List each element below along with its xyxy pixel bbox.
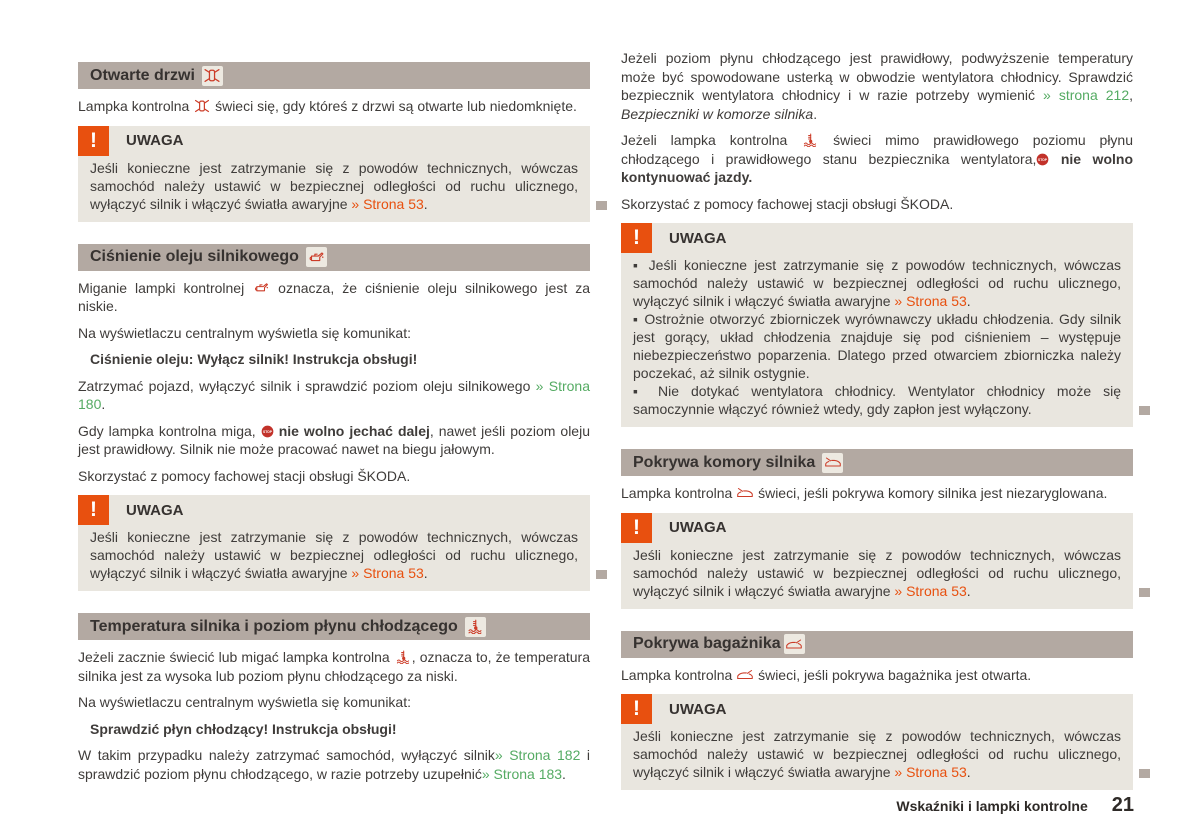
warning-bullet-1 — [621, 256, 1133, 310]
paragraph-stop-check-coolant — [78, 746, 590, 783]
text: Gdy lampka kontrolna miga, — [78, 422, 261, 439]
text: świeci mimo prawidłowego poziomu płynu chłodzącego i prawidłowego stanu bezpiecznika wentylatora, — [621, 132, 1134, 167]
warning-box — [621, 513, 1133, 609]
boot-open-icon — [785, 637, 803, 652]
section-header-oil-pressure — [78, 244, 590, 271]
oil-can-icon — [252, 281, 270, 295]
door-open-warning-icon — [193, 99, 211, 113]
page-link[interactable]: » strona 212 — [1043, 87, 1130, 103]
paragraph-display-message: Na wyświetlaczu centralnym wyświetla się komunikat: — [78, 324, 411, 341]
text: . — [423, 565, 428, 581]
warning-title: UWAGA — [669, 229, 727, 247]
text: . — [966, 582, 971, 599]
text: Jeśli konieczne jest zatrzymanie się z powodów technicznych, wówczas samochód należy ustawić w bezpiecznej odległości od ruchu ulicznego, wyłączyć silnik i włączyć światła awaryjne — [90, 159, 578, 212]
warning-text — [78, 528, 590, 582]
warning-box-coolant — [621, 223, 1133, 427]
end-marker-square — [1139, 406, 1150, 415]
section-header-coolant — [78, 613, 590, 640]
section-header-open-doors — [78, 62, 590, 89]
end-marker-square — [1139, 769, 1150, 778]
text: Jeżeli zacznie świecić lub migać lampka kontrolna — [78, 649, 394, 665]
paragraph-boot — [621, 666, 1133, 685]
section-header-boot — [621, 631, 1133, 658]
end-marker-square — [1139, 588, 1150, 597]
text: Jeśli konieczne jest zatrzymanie się z powodów technicznych, wówczas samochód należy ustawić w bezpiecznej odległości od ruchu ulicznego, wyłączyć silnik i włączyć światła awaryjne — [633, 257, 1121, 309]
warning-text — [621, 727, 1133, 781]
coolant-temperature-icon-tile — [465, 617, 486, 637]
page-link[interactable]: » Strona 53 — [351, 195, 424, 212]
section-title: Pokrywa bagażnika — [633, 635, 781, 652]
warning-title: UWAGA — [669, 519, 727, 536]
page-link[interactable]: » Strona 180 — [78, 377, 590, 412]
stop-sign-icon — [1036, 153, 1049, 166]
boot-open-icon-tile — [784, 634, 805, 654]
coolant-temperature-icon — [801, 133, 819, 147]
exclamation-icon: ! — [78, 126, 109, 156]
warning-title: UWAGA — [669, 700, 727, 718]
text: . — [101, 396, 106, 412]
boot-open-icon — [736, 668, 754, 682]
warning-text — [78, 159, 590, 213]
exclamation-icon: ! — [78, 495, 109, 525]
warning-header — [78, 126, 590, 156]
text: Lampka kontrolna — [621, 666, 737, 683]
paragraph-fan-fuse — [621, 49, 1133, 123]
text: oznacza, że ciśnienie oleju silnikowego jest za niskie. — [78, 279, 590, 314]
paragraph-no-continue — [621, 131, 1133, 187]
door-open-warning-icon — [203, 68, 221, 83]
text: Jeżeli lampka kontrolna — [621, 132, 802, 148]
text-italic: Bezpieczniki w komorze silnika — [621, 105, 814, 122]
paragraph-coolant-lamp — [78, 648, 590, 685]
bonnet-open-icon — [736, 486, 754, 500]
display-message-coolant: Sprawdzić płyn chłodzący! Instrukcja obsługi! — [90, 720, 397, 737]
page-link[interactable]: » Strona 182 — [494, 747, 581, 763]
warning-box — [621, 694, 1133, 790]
text: Miganie lampki kontrolnej — [78, 279, 253, 296]
page-link[interactable]: » Strona 183 — [481, 765, 563, 782]
warning-bullet-2: ▪ Ostrożnie otworzyć zbiorniczek wyrównawczy układu chłodzenia. Gdy silnik jest gorący, układ chłodzenia znajduje się pod ciśnieniem – występuje niebezpieczeństwo poparzenia. Dlatego przed otwarciem zbiorniczka należy poczekać, aż silnik ostygnie. — [621, 310, 1133, 382]
warning-bullet-3: ▪ Nie dotykać wentylatora chłodnicy. Wentylator chłodnicy może się samoczynnie włączyć również wtedy, gdy zapłon jest wyłączony. — [621, 382, 1133, 418]
exclamation-icon: ! — [621, 223, 652, 253]
text: . — [966, 764, 971, 780]
end-marker-square — [596, 570, 607, 579]
display-message-oil: Ciśnienie oleju: Wyłącz silnik! Instrukcja obsługi! — [90, 351, 418, 367]
text: . — [813, 105, 818, 122]
text: świeci, jeśli pokrywa komory silnika jest niezaryglowana. — [754, 485, 1108, 501]
page-link[interactable]: » Strona 53 — [894, 582, 967, 599]
page-link[interactable]: » Strona 53 — [351, 565, 424, 581]
text: świeci się, gdy któreś z drzwi są otwarte lub niedomknięte. — [211, 98, 577, 114]
text: świeci, jeśli pokrywa bagażnika jest otwarta. — [754, 666, 1032, 683]
warning-box — [78, 126, 590, 222]
oil-can-icon — [307, 250, 325, 265]
paragraph-oil-blink — [78, 279, 590, 316]
page-number: 21 — [1111, 794, 1134, 816]
warning-box — [78, 495, 590, 591]
bonnet-open-icon-tile — [822, 453, 843, 473]
text: Jeśli konieczne jest zatrzymanie się z powodów technicznych, wówczas samochód należy ustawić w bezpiecznej odległości od ruchu ulicznego, wyłączyć silnik i włączyć światła awaryjne — [633, 546, 1121, 599]
oil-can-icon-tile — [306, 247, 327, 267]
paragraph-display-message: Na wyświetlaczu centralnym wyświetla się komunikat: — [78, 694, 411, 710]
paragraph-skoda-service: Skorzystać z pomocy fachowej stacji obsługi ŠKODA. — [621, 195, 954, 212]
warning-title: UWAGA — [126, 501, 184, 519]
text: . — [423, 195, 428, 212]
section-header-bonnet — [621, 449, 1133, 476]
coolant-temperature-icon — [394, 650, 412, 664]
exclamation-icon: ! — [621, 694, 652, 724]
chapter-title: Wskaźniki i lampki kontrolne — [896, 798, 1088, 814]
paragraph-no-driving — [78, 422, 590, 459]
warning-text — [621, 546, 1133, 600]
text: i sprawdzić poziom płynu chłodzącego, w razie potrzeby uzupełnić — [78, 747, 591, 782]
warning-header — [621, 223, 1133, 253]
paragraph-stop-check-oil — [78, 377, 590, 414]
text: W takim przypadku należy zatrzymać samochód, wyłączyć silnik — [78, 747, 495, 763]
text: Zatrzymać pojazd, wyłączyć silnik i sprawdzić poziom oleju silnikowego — [78, 377, 536, 394]
section-title: Temperatura silnika i poziom płynu chłodzącego — [90, 617, 458, 635]
page-link[interactable]: » Strona 53 — [894, 293, 967, 309]
text: Jeżeli poziom płynu chłodzącego jest prawidłowy, podwyższenie temperatury może być spowodowane usterką w obwodzie wentylatora chłodnicy. Sprawdzić bezpiecznik wentylatora chłodnicy i w razie potrzeby wymienić — [621, 50, 1133, 103]
text-bold: nie wolno kontynuować jazdy. — [621, 150, 1133, 185]
page-link[interactable]: » Strona 53 — [894, 764, 967, 780]
door-open-warning-icon-tile — [202, 66, 223, 86]
section-title: Pokrywa komory silnika — [633, 453, 816, 471]
warning-header — [621, 694, 1133, 724]
section-title: Ciśnienie oleju silnikowego — [90, 248, 299, 265]
text: , oznacza to, że temperatura silnika jest za wysoka lub poziom płynu chłodzącego za niski. — [78, 649, 590, 684]
coolant-temperature-icon — [466, 619, 484, 634]
text: , — [1129, 87, 1133, 103]
text: . — [562, 765, 566, 782]
text: Jeśli konieczne jest zatrzymanie się z powodów technicznych, wówczas samochód należy ustawić w bezpiecznej odległości od ruchu ulicznego, wyłączyć silnik i włączyć światła awaryjne — [90, 529, 578, 581]
stop-sign-icon — [261, 425, 274, 438]
warning-title: UWAGA — [126, 132, 184, 149]
paragraph-bonnet — [621, 484, 1133, 503]
warning-header — [78, 495, 590, 525]
left-column — [78, 62, 590, 791]
text: . — [966, 293, 971, 309]
section-title: Otwarte drzwi — [90, 66, 195, 84]
right-column — [621, 49, 1133, 790]
warning-header — [621, 513, 1133, 543]
text: Lampka kontrolna — [621, 485, 737, 501]
exclamation-icon: ! — [621, 513, 652, 543]
page-footer — [0, 794, 1134, 817]
bonnet-open-icon — [824, 455, 842, 470]
paragraph-skoda-service: Skorzystać z pomocy fachowej stacji obsługi ŠKODA. — [78, 467, 411, 484]
paragraph-open-doors — [78, 97, 590, 116]
text: , nawet jeśli poziom oleju jest prawidłowy. Silnik nie może pracować nawet na biegu jałowym. — [78, 422, 590, 457]
text: Lampka kontrolna — [78, 98, 194, 114]
text-bold: nie wolno jechać dalej — [278, 422, 430, 439]
text: Jeśli konieczne jest zatrzymanie się z powodów technicznych, wówczas samochód należy ustawić w bezpiecznej odległości od ruchu ulicznego, wyłączyć silnik i włączyć światła awaryjne — [633, 728, 1121, 780]
end-marker-square — [596, 201, 607, 210]
